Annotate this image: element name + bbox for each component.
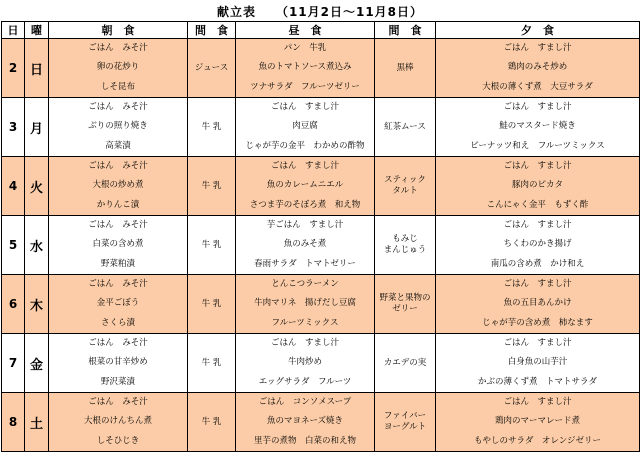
dinner-cell-line: ごはん すまし汁 — [503, 338, 572, 349]
am-snack-cell — [188, 39, 236, 98]
menu-row — [2, 334, 640, 393]
lunch-cell — [236, 98, 375, 157]
page-title: 献立表 （11月2日～11月8日） — [216, 5, 424, 19]
pm-snack-cell-line: ファイバー — [383, 411, 427, 421]
menu-body — [2, 39, 640, 452]
dinner-cell-line: もやしのサラダ オレンジゼリー — [474, 435, 601, 446]
lunch-cell-line: 魚のカレームニエル — [266, 180, 344, 191]
breakfast-cell — [49, 39, 188, 98]
header-snack-pm: 間 食 — [375, 22, 436, 39]
pm-snack-cell-line: 野菜と果物の — [379, 293, 431, 303]
breakfast-cell-line: ごはん みそ汁 — [88, 338, 148, 349]
pm-snack-cell-line: 黒棒 — [396, 62, 414, 73]
am-snack-cell-line: ジュース — [194, 62, 229, 73]
am-snack-cell-line: 牛 乳 — [201, 357, 222, 368]
breakfast-cell-line: ごはん みそ汁 — [88, 220, 148, 231]
header-day: 日 — [2, 22, 25, 39]
breakfast-cell — [49, 216, 188, 275]
dinner-cell-line: 鶏肉のマーマレード煮 — [494, 416, 580, 427]
breakfast-cell — [49, 334, 188, 393]
header-dinner: 夕 食 — [436, 22, 640, 39]
pm-snack-cell-line: ゼリー — [392, 304, 418, 314]
dinner-cell-line: こんにゃく金平 もずく酢 — [486, 199, 589, 210]
breakfast-cell-line: 高菜漬 — [105, 140, 131, 151]
am-snack-cell — [188, 334, 236, 393]
breakfast-cell-line: ごはん みそ汁 — [88, 161, 148, 172]
lunch-cell-line: 魚のマヨネーズ焼き — [266, 416, 344, 427]
pm-snack-cell-line: スティック — [384, 175, 426, 185]
breakfast-cell — [49, 98, 188, 157]
dinner-cell-line: かぶの薄くず煮 トマトサラダ — [478, 376, 597, 387]
weekday-label: 木 — [25, 275, 49, 334]
pm-snack-cell-line: ヨーグルト — [383, 422, 427, 432]
day-number: 8 — [2, 393, 25, 452]
pm-snack-cell — [375, 39, 436, 98]
lunch-cell-line: 里芋の煮物 白菜の和え物 — [253, 435, 356, 446]
header-weekday: 曜 — [25, 22, 49, 39]
lunch-cell — [236, 157, 375, 216]
weekday-label: 日 — [25, 39, 49, 98]
breakfast-cell-line: ごはん みそ汁 — [88, 43, 148, 54]
breakfast-cell-line: しそ昆布 — [100, 81, 135, 92]
lunch-cell-line: 牛肉炒め — [287, 357, 322, 368]
am-snack-cell — [188, 216, 236, 275]
am-snack-cell — [188, 393, 236, 452]
breakfast-cell-line: 卵の花炒り — [96, 62, 140, 73]
dinner-cell-line: 白身魚の山芋汁 — [507, 357, 568, 368]
dinner-cell — [436, 157, 640, 216]
breakfast-cell-line: ごはん みそ汁 — [88, 397, 148, 408]
dinner-cell-line: 鶏肉のみそ炒め — [507, 62, 568, 73]
breakfast-cell — [49, 393, 188, 452]
breakfast-cell-line: さくら漬 — [100, 317, 135, 328]
header-breakfast: 朝 食 — [49, 22, 188, 39]
lunch-cell-line: ごはん すまし汁 — [270, 338, 339, 349]
lunch-cell — [236, 334, 375, 393]
dinner-cell-line: ピーナッツ和え フルーツミックス — [470, 140, 605, 151]
breakfast-cell-line: 金平ごぼう — [96, 298, 140, 309]
day-number: 3 — [2, 98, 25, 157]
lunch-cell-line: 肉豆腐 — [292, 121, 318, 132]
lunch-cell-line: 魚のみそ煮 — [283, 239, 327, 250]
dinner-cell-line: 魚の五目あんかけ — [503, 298, 572, 309]
lunch-cell — [236, 39, 375, 98]
breakfast-cell-line: 大根の炒め煮 — [92, 180, 144, 191]
lunch-cell-line: エッグサラダ フルーツ — [258, 376, 352, 387]
breakfast-cell-line: 大根のけんちん煮 — [83, 416, 152, 427]
day-number: 4 — [2, 157, 25, 216]
am-snack-cell-line: 牛 乳 — [201, 180, 222, 191]
menu-table — [1, 21, 640, 452]
day-number: 6 — [2, 275, 25, 334]
breakfast-cell-line: ごはん みそ汁 — [88, 102, 148, 113]
breakfast-cell-line: しそひじき — [96, 435, 140, 446]
lunch-cell-line: 牛肉マリネ 揚げだし豆腐 — [254, 298, 356, 309]
am-snack-cell-line: 牛 乳 — [201, 416, 222, 427]
breakfast-cell-line: 根菜の甘辛炒め — [88, 357, 148, 368]
pm-snack-cell — [375, 275, 436, 334]
lunch-cell — [236, 275, 375, 334]
menu-row — [2, 393, 640, 452]
header-snack-am: 間 食 — [188, 22, 236, 39]
menu-row — [2, 39, 640, 98]
lunch-cell-line: ごはん すまし汁 — [270, 161, 339, 172]
lunch-cell — [236, 216, 375, 275]
lunch-cell-line: パン 牛乳 — [283, 43, 327, 54]
am-snack-cell — [188, 275, 236, 334]
pm-snack-cell — [375, 157, 436, 216]
lunch-cell-line: ツナサラダ フルーツゼリー — [250, 81, 360, 92]
day-number: 5 — [2, 216, 25, 275]
dinner-cell-line: ごはん すまし汁 — [503, 279, 572, 290]
dinner-cell — [436, 98, 640, 157]
header-row — [2, 22, 640, 39]
weekday-label: 金 — [25, 334, 49, 393]
weekday-label: 月 — [25, 98, 49, 157]
dinner-cell — [436, 334, 640, 393]
lunch-cell — [236, 393, 375, 452]
breakfast-cell-line: 白菜の含め煮 — [92, 239, 144, 250]
day-number: 2 — [2, 39, 25, 98]
am-snack-cell-line: 牛 乳 — [201, 239, 222, 250]
dinner-cell-line: ごはん すまし汁 — [503, 397, 572, 408]
breakfast-cell — [49, 157, 188, 216]
breakfast-cell-line: ごはん みそ汁 — [88, 279, 148, 290]
lunch-cell-line: 春雨サラダ トマトゼリー — [254, 258, 356, 269]
breakfast-cell-line: かりんこ漬 — [96, 199, 140, 210]
breakfast-cell — [49, 275, 188, 334]
pm-snack-cell — [375, 98, 436, 157]
dinner-cell — [436, 393, 640, 452]
dinner-cell — [436, 275, 640, 334]
menu-row — [2, 98, 640, 157]
weekday-label: 水 — [25, 216, 49, 275]
am-snack-cell-line: 牛 乳 — [201, 121, 222, 132]
pm-snack-cell — [375, 334, 436, 393]
lunch-cell-line: とんこつラーメン — [271, 279, 339, 290]
am-snack-cell-line: 牛 乳 — [201, 298, 222, 309]
pm-snack-cell-line: カエデの実 — [383, 357, 427, 368]
breakfast-cell-line: ぶりの照り焼き — [88, 121, 148, 132]
lunch-cell-line: 魚のトマトソース煮込み — [258, 62, 352, 73]
pm-snack-cell — [375, 393, 436, 452]
dinner-cell-line: 鮭のマスタード焼き — [499, 121, 576, 132]
dinner-cell-line: ごはん すまし汁 — [503, 43, 572, 54]
am-snack-cell — [188, 98, 236, 157]
breakfast-cell-line: 野菜粕漬 — [100, 258, 135, 269]
dinner-cell — [436, 216, 640, 275]
pm-snack-cell-line: まんじゅう — [383, 245, 427, 255]
pm-snack-cell-line: 紅茶ムース — [384, 121, 426, 132]
dinner-cell-line: ちくわのかき揚げ — [503, 239, 572, 250]
dinner-cell-line: 南瓜の含め煮 かけ和え — [490, 258, 585, 269]
lunch-cell-line: さつま芋のそぼろ煮 和え物 — [249, 199, 361, 210]
dinner-cell-line: 大根の薄くず煮 大豆サラダ — [482, 81, 593, 92]
dinner-cell-line: 豚肉のピカタ — [511, 180, 563, 191]
menu-row — [2, 157, 640, 216]
pm-snack-cell-line: タルト — [392, 186, 418, 196]
dinner-cell-line: ごはん すまし汁 — [503, 161, 572, 172]
pm-snack-cell — [375, 216, 436, 275]
pm-snack-cell-line: もみじ — [392, 234, 418, 244]
dinner-cell — [436, 39, 640, 98]
lunch-cell-line: じゃが芋の金平 わかめの酢物 — [245, 140, 365, 151]
menu-row — [2, 216, 640, 275]
lunch-cell-line: 芋ごはん すまし汁 — [266, 220, 344, 231]
menu-row — [2, 275, 640, 334]
lunch-cell-line: ごはん コンソメスープ — [258, 397, 352, 408]
lunch-cell-line: フルーツミックス — [271, 317, 339, 328]
dinner-cell-line: じゃが芋の含め煮 柿なます — [482, 317, 593, 328]
lunch-cell-line: ごはん すまし汁 — [270, 102, 339, 113]
am-snack-cell — [188, 157, 236, 216]
weekday-label: 火 — [25, 157, 49, 216]
dinner-cell-line: ごはん すまし汁 — [503, 102, 572, 113]
breakfast-cell-line: 野沢菜漬 — [100, 376, 135, 387]
weekday-label: 土 — [25, 393, 49, 452]
dinner-cell-line: ごはん すまし汁 — [503, 220, 572, 231]
header-lunch: 昼 食 — [236, 22, 375, 39]
day-number: 7 — [2, 334, 25, 393]
